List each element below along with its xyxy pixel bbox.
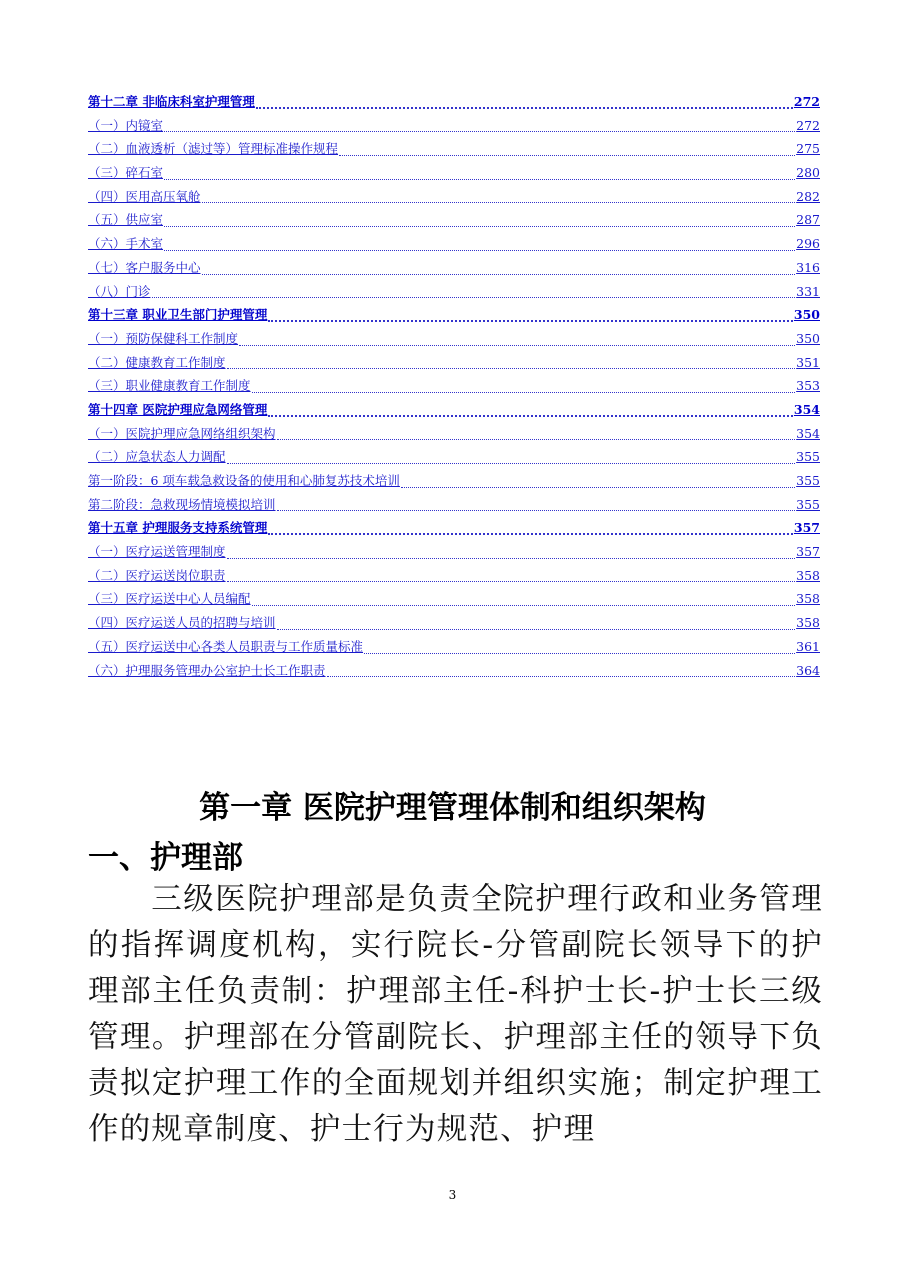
toc-dot-leader: [277, 510, 796, 511]
toc-entry-title: 第二阶段：急救现场情境模拟培训: [88, 496, 276, 512]
toc-dot-leader: [164, 131, 795, 132]
toc-chapter-link[interactable]: [88, 400, 820, 424]
toc-dot-leader: [239, 345, 795, 346]
toc-page-number: 296: [796, 236, 820, 252]
toc-page-number: 358: [796, 615, 820, 631]
toc-page-number: 355: [796, 449, 820, 465]
toc-dot-leader: [227, 581, 796, 582]
toc-dot-leader: [327, 676, 796, 677]
body-text: 三级医院护理部是负责全院护理行政和业务管理的指挥调度机构，实行院长-分管副院长领导下的护理部主任负责制：护理部主任-科护士长-护士长三级管理。护理部在分管副院长、护理部主任的领导下负责拟定护理工作的全面规划并组织实施；制定护理工作的规章制度、护士行为规范、护理: [88, 882, 823, 1147]
toc-entry-link[interactable]: [88, 637, 820, 661]
toc-page-number: 282: [796, 188, 820, 204]
toc-entry-title: （八）门诊: [88, 283, 151, 299]
toc-entry-title: （三）碎石室: [88, 165, 164, 181]
toc-dot-leader: [277, 629, 796, 630]
toc-entry-title: （一）医院护理应急网络组织架构: [88, 425, 276, 441]
toc-entry-link[interactable]: [88, 210, 820, 234]
toc-dot-leader: [252, 392, 796, 393]
toc-page-number: 331: [796, 283, 820, 299]
toc-page-number: 351: [796, 354, 820, 370]
toc-entry-title: 第十四章 医院护理应急网络管理: [88, 401, 268, 417]
toc-dot-leader: [164, 250, 795, 251]
toc-entry-title: （一）预防保健科工作制度: [88, 330, 239, 346]
toc-page-number: 357: [793, 520, 820, 536]
toc-entry-link[interactable]: [88, 661, 820, 685]
toc-entry-link[interactable]: [88, 495, 820, 519]
toc-page-number: 275: [796, 141, 820, 157]
toc-entry-link[interactable]: [88, 424, 820, 448]
toc-entry-link[interactable]: [88, 376, 820, 400]
toc-page-number: 287: [796, 212, 820, 228]
table-of-contents: [88, 92, 820, 684]
toc-entry-title: （二）血液透析（滤过等）管理标准操作规程: [88, 141, 339, 157]
toc-dot-leader: [202, 202, 796, 203]
toc-dot-leader: [164, 226, 795, 227]
toc-entry-title: （六）手术室: [88, 236, 164, 252]
toc-chapter-link[interactable]: [88, 305, 820, 329]
toc-dot-leader: [268, 320, 793, 322]
toc-dot-leader: [268, 533, 793, 535]
toc-dot-leader: [277, 439, 796, 440]
toc-entry-title: （三）医疗运送中心人员编配: [88, 591, 251, 607]
toc-entry-title: （七）客户服务中心: [88, 259, 201, 275]
toc-entry-link[interactable]: [88, 282, 820, 306]
toc-entry-link[interactable]: [88, 589, 820, 613]
toc-dot-leader: [401, 487, 795, 488]
toc-entry-title: 第一阶段：6 项车载急救设备的使用和心肺复苏技术培训: [88, 473, 400, 488]
toc-page-number: 361: [796, 638, 820, 654]
toc-page-number: 357: [796, 544, 820, 560]
toc-dot-leader: [268, 415, 793, 417]
toc-page-number: 350: [796, 330, 820, 346]
toc-entry-link[interactable]: [88, 187, 820, 211]
toc-dot-leader: [227, 463, 796, 464]
toc-entry-title: （二）应急状态人力调配: [88, 449, 226, 465]
section-heading: 一、护理部: [88, 840, 243, 876]
toc-page-number: 358: [796, 567, 820, 583]
toc-entry-link[interactable]: [88, 163, 820, 187]
toc-entry-title: （二）医疗运送岗位职责: [88, 567, 226, 583]
toc-entry-link[interactable]: [88, 471, 820, 495]
toc-entry-link[interactable]: [88, 447, 820, 471]
toc-dot-leader: [227, 558, 796, 559]
toc-entry-link[interactable]: [88, 353, 820, 377]
toc-page-number: 358: [796, 591, 820, 607]
toc-page-number: 364: [796, 662, 820, 678]
toc-entry-title: （三）职业健康教育工作制度: [88, 378, 251, 394]
toc-dot-leader: [152, 297, 796, 298]
toc-entry-title: （五）医疗运送中心各类人员职责与工作质量标准: [88, 638, 364, 654]
toc-entry-link[interactable]: [88, 566, 820, 590]
toc-page-number: 272: [796, 117, 820, 133]
toc-page-number: 355: [796, 473, 820, 488]
toc-page-number: 354: [793, 401, 820, 417]
toc-page-number: 316: [796, 259, 820, 275]
toc-dot-leader: [252, 605, 796, 606]
toc-entry-title: （四）医用高压氧舱: [88, 188, 201, 204]
body-paragraph: [88, 877, 823, 1153]
toc-dot-leader: [202, 274, 796, 275]
toc-dot-leader: [364, 653, 795, 654]
toc-entry-link[interactable]: [88, 329, 820, 353]
toc-chapter-link[interactable]: [88, 92, 820, 116]
toc-entry-link[interactable]: [88, 116, 820, 140]
toc-chapter-link[interactable]: [88, 518, 820, 542]
toc-entry-title: 第十五章 护理服务支持系统管理: [88, 520, 268, 536]
toc-entry-link[interactable]: [88, 139, 820, 163]
toc-entry-title: （一）内镜室: [88, 117, 164, 133]
toc-entry-link[interactable]: [88, 234, 820, 258]
chapter-heading: 第一章 医院护理管理体制和组织架构: [199, 790, 706, 826]
toc-entry-title: 第十二章 非临床科室护理管理: [88, 94, 255, 109]
toc-dot-leader: [256, 107, 793, 109]
toc-page-number: 280: [796, 165, 820, 181]
toc-entry-title: 第十三章 职业卫生部门护理管理: [88, 307, 268, 323]
page-number: 3: [448, 1188, 457, 1202]
toc-page-number: 272: [793, 94, 820, 109]
toc-entry-link[interactable]: [88, 542, 820, 566]
toc-entry-title: （一）医疗运送管理制度: [88, 544, 226, 560]
toc-entry-title: （五）供应室: [88, 212, 164, 228]
toc-page-number: 354: [796, 425, 820, 441]
toc-dot-leader: [339, 155, 795, 156]
toc-dot-leader: [227, 368, 796, 369]
toc-entry-title: （二）健康教育工作制度: [88, 354, 226, 370]
toc-dot-leader: [164, 179, 795, 180]
toc-entry-link[interactable]: [88, 613, 820, 637]
toc-entry-link[interactable]: [88, 258, 820, 282]
toc-page-number: 355: [796, 496, 820, 512]
toc-entry-title: （四）医疗运送人员的招聘与培训: [88, 615, 276, 631]
toc-page-number: 353: [796, 378, 820, 394]
toc-entry-title: （六）护理服务管理办公室护士长工作职责: [88, 662, 326, 678]
toc-page-number: 350: [793, 307, 820, 323]
